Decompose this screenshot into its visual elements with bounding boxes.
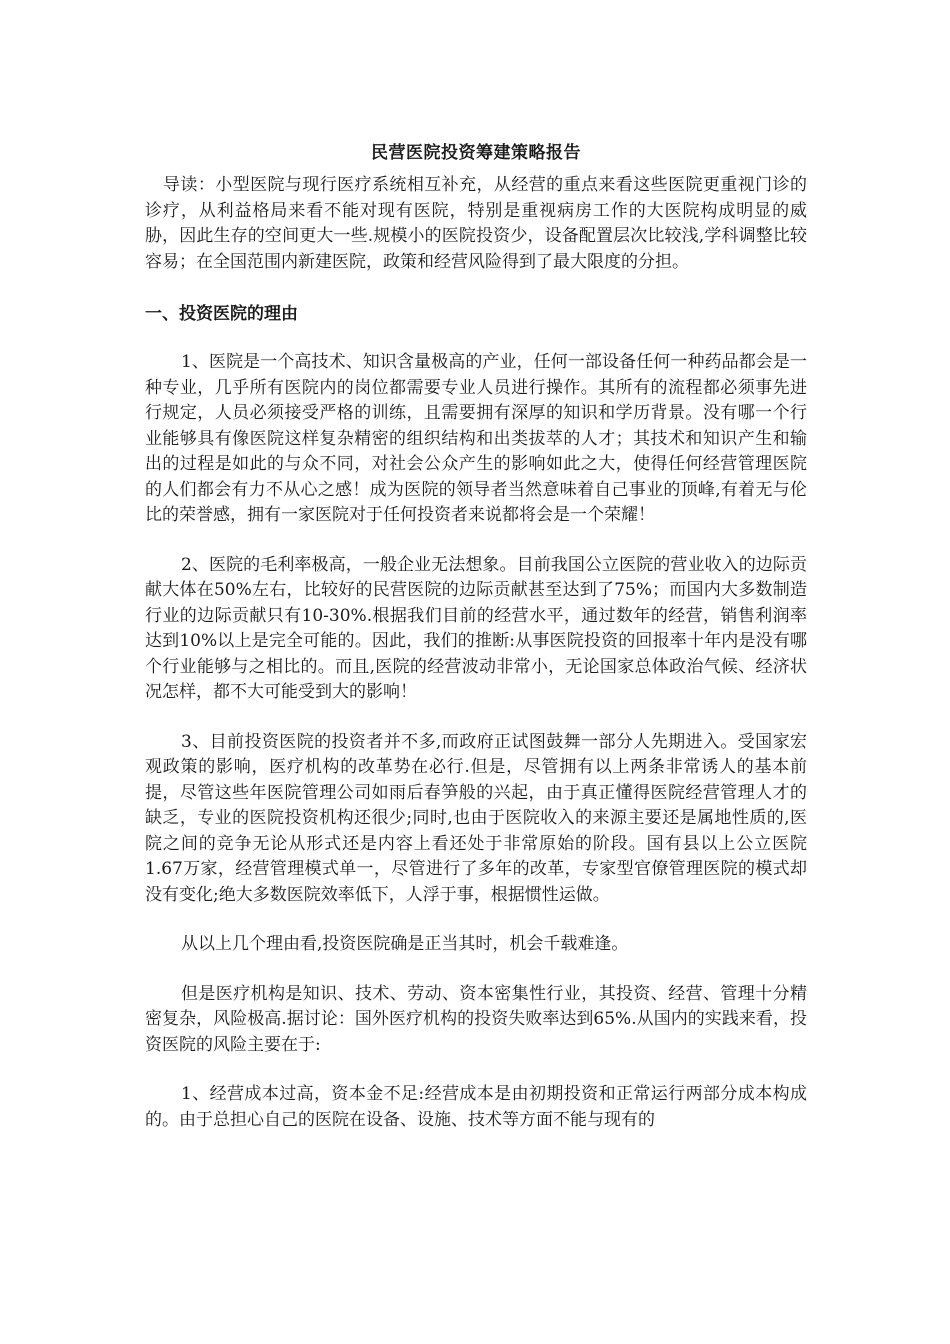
body-paragraph: 1、医院是一个高技术、知识含量极高的产业，任何一部设备任何一种药品都会是一种专业，几乎所有医院内的岗位都需要专业人员进行操作。其所有的流程都必须事先进行规定，人员必须接受严格的训练，且需要拥有深厚的知识和学历背景。没有哪一个行业能够具有像医院这样复杂精密的组织结构和出类拔萃的人才；其技术和知识产生和输出的过程是如此的与众不同，对社会公众产生的影响如此之大，使得任何经营管理医院的人们都会有力不从心之感！成为医院的领导者当然意味着自己事业的顶峰,有着无与伦比的荣誉感，拥有一家医院对于任何投资者来说都将会是一个荣耀！ — [145, 352, 807, 525]
body-paragraph: 从以上几个理由看,投资医院确是正当其时，机会千载难逢。 — [181, 934, 629, 954]
body-paragraph: 1、经营成本过高，资本金不足:经营成本是由初期投资和正常运行两部分成本构成的。由于总担心自己的医院在设备、设施、技术等方面不能与现有的 — [145, 1084, 807, 1130]
body-paragraph: 3、目前投资医院的投资者并不多,而政府正试图鼓舞一部分人先期进入。受国家宏观政策的影响，医疗机构的改革势在必行.但是，尽管拥有以上两条非常诱人的基本前提，尽管这些年医院管理公司如雨后春笋般的兴起，由于真正懂得医院经营管理人才的缺乏，专业的医院投资机构还很少;同时,也由于医院收入的来源主要还是属地性质的,医院之间的竞争无论从形式还是内容上看还处于非常原始的阶段。国有县以上公立医院1.67万家，经营管理模式单一，尽管进行了多年的改革，专家型官僚管理医院的模式却没有变化;绝大多数医院效率低下，人浮于事，根据惯性运做。 — [145, 731, 807, 905]
body-paragraph: 2、医院的毛利率极高，一般企业无法想象。目前我国公立医院的营业收入的边际贡献大体在50%左右，比较好的民营医院的边际贡献甚至达到了75%；而国内大多数制造行业的边际贡献只有10-30%.根据我们目前的经营水平，通过数年的经营，销售利润率达到10%以上是完全可能的。因此，我们的推断:从事医院投资的回报率十年内是没有哪个行业能够与之相比的。而且,医院的经营波动非常小，无论国家总体政治气候、经济状况怎样，都不大可能受到大的影响！ — [145, 554, 807, 702]
document-page — [145, 138, 807, 1157]
intro-paragraph: 导读：小型医院与现行医疗系统相互补充，从经营的重点来看这些医院更重视门诊的诊疗，从利益格局来看不能对现有医院，特别是重视病房工作的大医院构成明显的威胁，因此生存的空间更大一些.规模小的医院投资少，设备配置层次比较浅,学科调整比较容易；在全国范围内新建医院，政策和经营风险得到了最大限度的分担。 — [145, 175, 807, 272]
document-title: 民营医院投资筹建策略报告 — [371, 143, 581, 163]
body-paragraph: 但是医疗机构是知识、技术、劳动、资本密集性行业，其投资、经营、管理十分精密复杂，风险极高.据讨论：国外医疗机构的投资失败率达到65%.从国内的实践来看，投资医院的风险主要在于: — [145, 983, 807, 1055]
section-heading: 一、投资医院的理由 — [145, 304, 298, 324]
